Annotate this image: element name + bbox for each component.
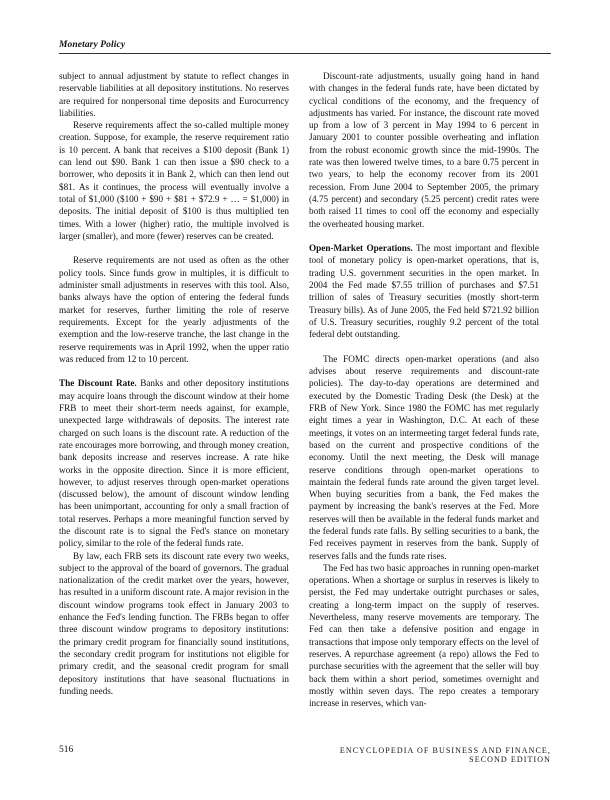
left-column bbox=[59, 70, 289, 697]
discount-rate-text: Banks and other depository institutions may acquire loans through the discount window at their home FRB to meet their short-term needs against, for example, unexpected large withdrawals of deposits. The interest rate charged on such loans is the discount rate. A reduction of the rate encourages more borrowing, and through money creation, bank deposits increase and reserves increase. A rate hike works in the opposite direction. Since it is more efficient, however, to adjust reserves through open-market operations (discussed below), the amount of discount window lending has been unimportant, accounting for only a small fraction of total reserves. Perhaps a more meaningful function served by the discount rate is to signal the Fed's stance on monetary policy, similar to the role of the federal funds rate. bbox=[59, 378, 289, 549]
left-paragraph-2: Reserve requirements affect the so-called multiple money creation. Suppose, for example, the reserve requirement ratio is 10 percent. A bank that receives a $100 deposit (Bank 1) can lend out $90. Bank 1 can then issue a $90 check to a borrower, who deposits it in Bank 2, which can then lend out $81. As it continues, the process will eventually involve a total of $1,000 ($100 + $90 + $81 + $72.9 + … = $1,000) in deposits. The initial deposit of $100 is thus multiplied ten times. With a lower (higher) ratio, the multiple involved is larger (smaller), and more (fewer) reserves can be created. bbox=[59, 120, 289, 241]
book-title: ENCYCLOPEDIA OF BUSINESS AND FINANCE, SECOND EDITION bbox=[339, 746, 551, 764]
running-head: Monetary Policy bbox=[59, 40, 126, 50]
right-paragraph-1: Discount-rate adjustments, usually going hand in hand with changes in the federal funds rate, have been dictated by cyclical conditions of the economy, and the frequency of adjustments has varied. For instance, the discount rate moved up from a low of 3 percent in May 1994 to 6 percent in January 2001 to counter possible overheating and inflation from the robust economic growth since the mid-1990s. The rate was then lowered twelve times, to a bare 0.75 percent in two years, to help the economy recover from its 2001 recession. From June 2004 to September 2005, the primary (4.75 percent) and secondary (5.25 percent) credit rates were both raised 11 times to cool off the economy and especially the overheated housing market. bbox=[309, 71, 539, 229]
page-number: 516 bbox=[59, 745, 74, 755]
discount-rate-section bbox=[59, 377, 289, 549]
header-rule bbox=[59, 53, 551, 54]
right-column bbox=[309, 70, 539, 709]
discount-rate-heading: The Discount Rate. bbox=[59, 378, 137, 389]
left-paragraph-1: subject to annual adjustment by statute to reflect changes in reservable liabilities at all depository institutions. No reserves are required for nonpersonal time deposits and Eurocurrency liabilities. bbox=[59, 71, 289, 118]
right-paragraph-4: The Fed has two basic approaches in running open-market operations. When a shortage or surplus in reserves is likely to persist, the Fed may undertake outright purchases or sales, creating a long-term impact on the supply of reserves. Nevertheless, many reserve movements are temporary. The Fed can then take a defensive position and engage in transactions that impose only temporary effects on the level of reserves. A repurchase agreement (a repo) allows the Fed to purchase securities with the agreement that the seller will buy back them within a short period, sometimes overnight and mostly within seven days. The repo creates a temporary increase in reserves, which van- bbox=[309, 562, 539, 709]
open-market-section bbox=[309, 242, 539, 340]
left-paragraph-5: By law, each FRB sets its discount rate every two weeks, subject to the approval of the board of governors. The gradual nationalization of the credit market over the years, however, has resulted in a uniform discount rate. A major revision in the discount window programs took effect in January 2003 to enhance the Fed's lending function. The FRBs began to offer three discount window programs to depository institutions: the primary credit program for financially sound institutions, the secondary credit program for institutions not eligible for primary credit, and the seasonal credit program for small depository institutions that have seasonal fluctuations in funding needs. bbox=[59, 550, 289, 696]
right-paragraph-3: The FOMC directs open-market operations (and also advises about reserve requirements and discount-rate policies). The day-to-day operations are determined and executed by the Domestic Trading Desk (the Desk) at the FRB of New York. Since 1980 the FOMC has met regularly eight times a year in Washington, D.C. At each of these meetings, it votes on an intermeeting target federal funds rate, based on the current and prospective conditions of the economy. Until the next meeting, the Desk will manage reserve conditions through open-market operations to maintain the federal funds rate around the given target level. When buying securities from a bank, the Fed makes the payment by increasing the bank's reserves at the Fed. More reserves will then be available in the federal funds market and the federal funds rate falls. By selling securities to a bank, the Fed receives payment in reserves from the bank. Supply of reserves falls and the funds rate rises. bbox=[309, 353, 539, 561]
left-paragraph-3: Reserve requirements are not used as often as the other policy tools. Since funds grow in multiples, it is difficult to administer small adjustments in reserves with this tool. Also, banks always have the option of entering the federal funds market for reserves, further limiting the role of reserve requirements. Except for the yearly adjustments of the exemption and the low-reserve tranche, the last change in the reserve requirements was in April 1992, when the upper ratio was reduced from 12 to 10 percent. bbox=[59, 255, 289, 364]
open-market-heading: Open-Market Operations. bbox=[309, 243, 413, 254]
open-market-text: The most important and flexible tool of monetary policy is open-market operations, that is, trading U.S. government securities in the open market. In 2004 the Fed made $7.55 trillion of purchases and $7.51 trillion of sales of Treasury securities (mostly short-term Treasury bills). As of June 2005, the Fed held $721.92 billion of U.S. Treasury securities, roughly 9.2 percent of the total federal debt outstanding. bbox=[309, 243, 539, 340]
